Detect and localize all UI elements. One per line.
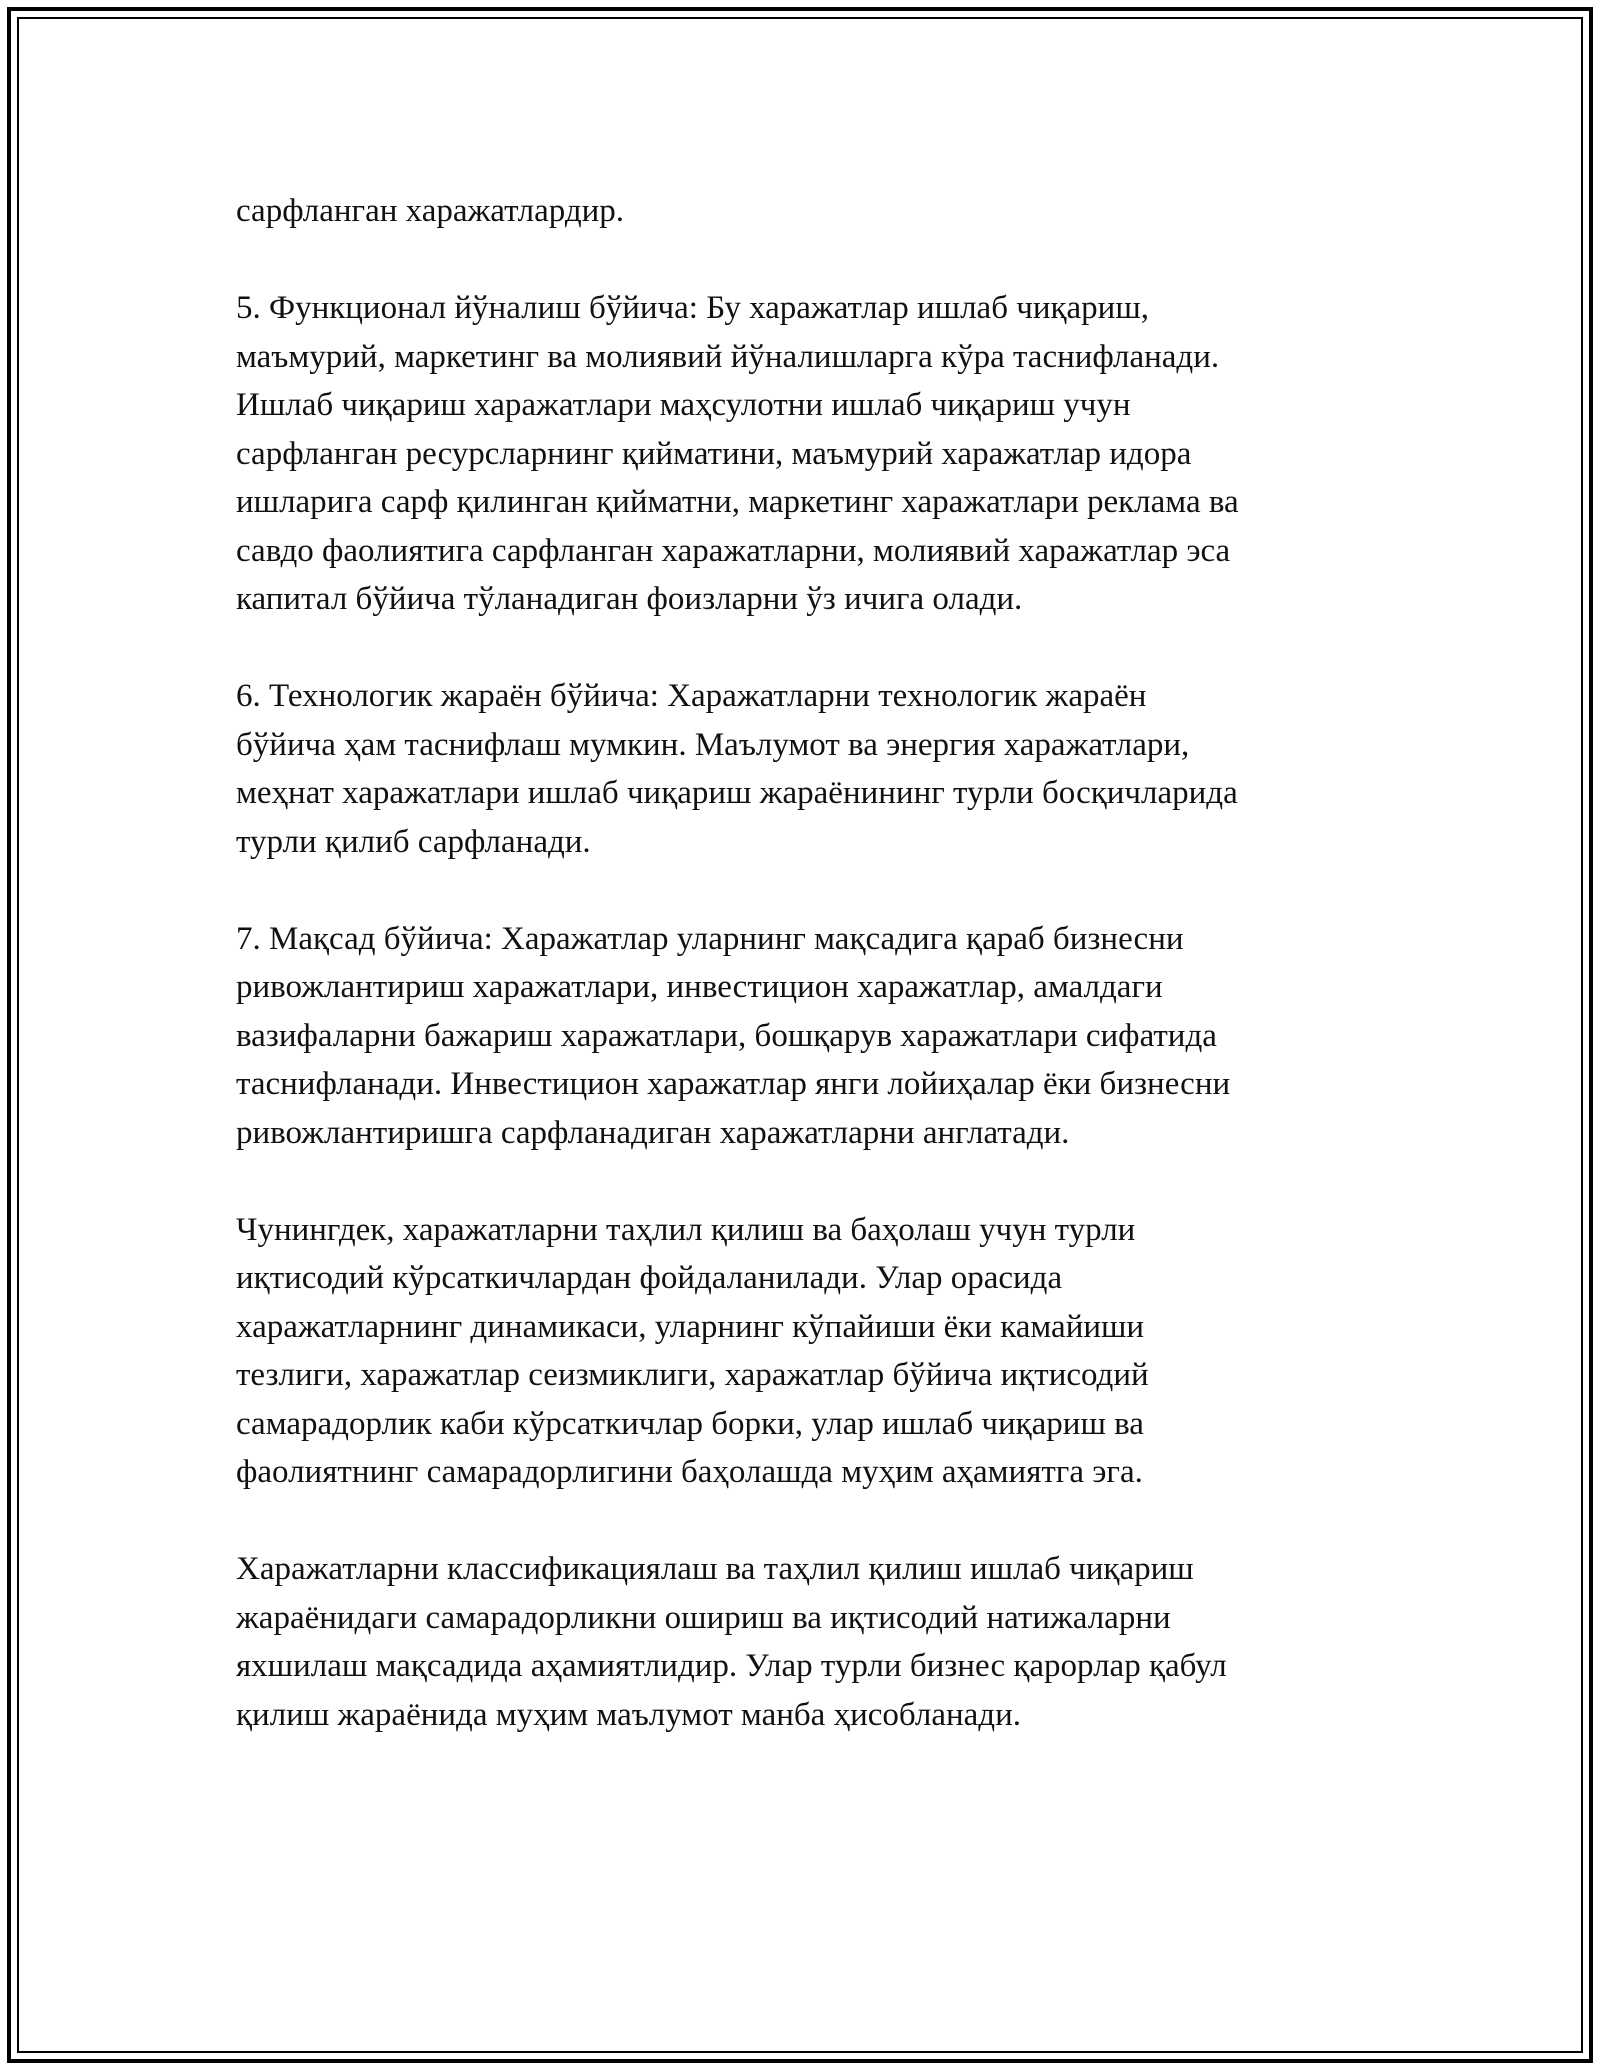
text-line: яхшилаш мақсадида аҳамиятлидир. Улар турли бизнес қарорлар қабул (236, 1648, 1227, 1684)
text-line: 7. Мақсад бўйича: Харажатлар уларнинг мақсадига қараб бизнесни (236, 920, 1184, 957)
text-line: иқтисодий кўрсаткичлардан фойдаланилади. Улар орасида (236, 1260, 1063, 1296)
text-line: бўйича ҳам таснифлаш мумкин. Маълумот ва энергия харажатлари, (236, 726, 1190, 763)
text-line: сарфланган харажатлардир. (236, 193, 625, 229)
text-line: Чунингдек, харажатларни таҳлил қилиш ва баҳолаш учун турли (236, 1211, 1136, 1248)
text-line: ривожлантириш харажатлари, инвестицион харажатлар, амалдаги (236, 969, 1163, 1005)
paragraph (236, 284, 1386, 624)
text-line: 5. Функционал йўналиш бўйича: Бу харажатлар ишлаб чиқариш, (236, 290, 1149, 326)
document-body (236, 187, 1386, 1788)
text-line: 6. Технологик жараён бўйича: Харажатларни технологик жараён (236, 678, 1147, 714)
paragraph (236, 1206, 1386, 1497)
text-line: турли қилиб сарфланади. (236, 823, 591, 860)
paragraph (236, 915, 1386, 1158)
paragraph (236, 672, 1386, 866)
paragraph (236, 1545, 1386, 1739)
text-line: ривожлантиришга сарфланадиган харажатларни англатади. (236, 1114, 1070, 1151)
text-line: самарадорлик каби кўрсаткичлар борки, улар ишлаб чиқариш ва (236, 1405, 1144, 1442)
text-line: Ишлаб чиқариш харажатлари маҳсулотни ишлаб чиқариш учун (236, 387, 1131, 423)
paragraph (236, 187, 1386, 236)
text-line: ишларига сарф қилинган қийматни, маркетинг харажатлари реклама ва (236, 484, 1239, 520)
text-line: меҳнат харажатлари ишлаб чиқариш жараёнининг турли босқичларида (236, 775, 1238, 811)
text-line: харажатларнинг динамикаси, уларнинг кўпайиши ёки камайиши (236, 1308, 1145, 1345)
text-line: Харажатларни классификациялаш ва таҳлил қилиш ишлаб чиқариш (236, 1551, 1194, 1587)
text-line: маъмурий, маркетинг ва молиявий йўналишларга кўра таснифланади. (236, 338, 1220, 375)
text-line: қилиш жараёнида муҳим маълумот манба ҳисобланади. (236, 1696, 1021, 1733)
text-line: таснифланади. Инвестицион харажатлар янги лойиҳалар ёки бизнесни (236, 1066, 1231, 1102)
text-line: сарфланган ресурсларнинг қийматини, маъмурий харажатлар идора (236, 435, 1192, 472)
text-line: фаолиятнинг самарадорлигини баҳолашда муҳим аҳамиятга эга. (236, 1454, 1143, 1490)
text-line: тезлиги, харажатлар сеизмиклиги, харажатлар бўйича иқтисодий (236, 1357, 1149, 1393)
text-line: вазифаларни бажариш харажатлари, бошқарув харажатлари сифатида (236, 1017, 1217, 1054)
text-line: савдо фаолиятига сарфланган харажатларни, молиявий харажатлар эса (236, 532, 1231, 569)
text-line: жараёнидаги самарадорликни ошириш ва иқтисодий натижаларни (236, 1599, 1171, 1636)
text-line: капитал бўйича тўланадиган фоизларни ўз ичига олади. (236, 581, 1023, 617)
